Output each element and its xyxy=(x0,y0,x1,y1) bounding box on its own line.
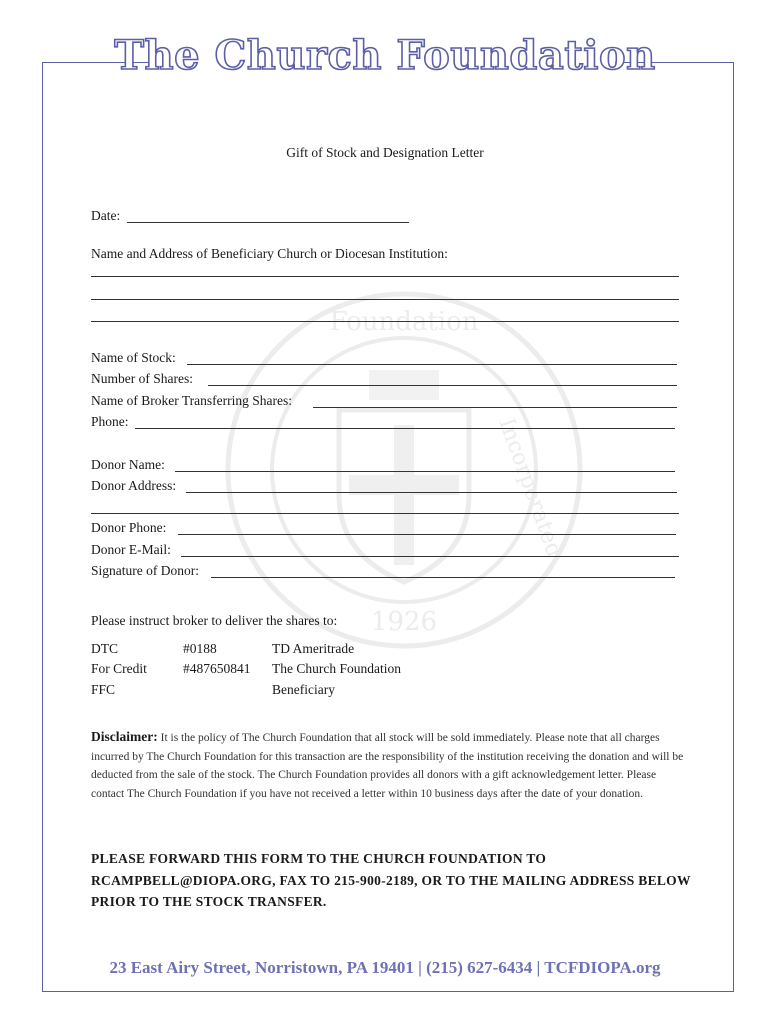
beneficiary-field-line-2[interactable] xyxy=(91,299,679,300)
phone-label: Phone: xyxy=(91,414,129,429)
date-label: Date: xyxy=(91,208,121,223)
svg-text:Incorporated: Incorporated xyxy=(493,414,567,561)
footer-address: 23 East Airy Street, Norristown, PA 19401 | (215) 627-6434 | TCFDIOPA.org xyxy=(109,958,661,977)
instructions-cell: DTC xyxy=(91,641,118,656)
form-title: Gift of Stock and Designation Letter xyxy=(286,145,484,160)
instructions-cell: The Church Foundation xyxy=(272,661,401,676)
instructions-cell: FFC xyxy=(91,682,116,697)
donor-phone-label: Donor Phone: xyxy=(91,520,167,535)
beneficiary-label: Name and Address of Beneficiary Church or Diocesan Institution: xyxy=(91,246,448,261)
svg-text:1926: 1926 xyxy=(370,607,438,637)
svg-text:Foundation: Foundation xyxy=(329,307,479,337)
disclaimer xyxy=(91,728,691,803)
date-field[interactable] xyxy=(127,222,409,223)
signature-label: Signature of Donor: xyxy=(91,563,199,578)
instructions-cell: #487650841 xyxy=(183,661,251,676)
diocese-seal-icon xyxy=(224,290,584,650)
brand-title: The Church Foundation xyxy=(114,32,656,79)
shares-label: Number of Shares: xyxy=(91,371,193,386)
disclaimer-text: It is the policy of The Church Foundation that all stock will be sold immediately. Please note that all charges incurred by The Church Foundation for this transaction are the responsibility of the institution receiving the donation and will be deducted from the sale of the stock. The Church Foundation provides all donors with a gift acknowledgement letter. Please contact The Church Foundation if you have not received a letter within 10 business days after the date of your donation. xyxy=(91,732,684,800)
broker-label: Name of Broker Transferring Shares: xyxy=(91,393,292,408)
disclaimer-label: Disclaimer: xyxy=(91,729,158,744)
donor-phone-field[interactable] xyxy=(178,534,676,535)
stock-name-field[interactable] xyxy=(187,364,677,365)
donor-address-field[interactable] xyxy=(186,492,677,493)
forwarding-notice: PLEASE FORWARD THIS FORM TO THE CHURCH FOUNDATION TO RCAMPBELL@DIOPA.ORG, FAX TO 215-900-2189, OR TO THE MAILING ADDRESS BELOW PRIOR TO THE STOCK TRANSFER. xyxy=(91,851,691,909)
instructions-cell: #0188 xyxy=(183,641,217,656)
instructions-cell: For Credit xyxy=(91,661,147,676)
stock-name-label: Name of Stock: xyxy=(91,350,176,365)
beneficiary-field-line-3[interactable] xyxy=(91,321,679,322)
donor-name-field[interactable] xyxy=(175,471,675,472)
shares-field[interactable] xyxy=(208,385,677,386)
beneficiary-field-line-1[interactable] xyxy=(91,276,679,277)
phone-field[interactable] xyxy=(135,428,675,429)
instructions-cell: Beneficiary xyxy=(272,682,335,697)
instructions-cell: TD Ameritrade xyxy=(272,641,355,656)
signature-field[interactable] xyxy=(211,577,675,578)
donor-address-label: Donor Address: xyxy=(91,478,177,493)
donor-email-label: Donor E-Mail: xyxy=(91,542,171,557)
donor-name-label: Donor Name: xyxy=(91,457,165,472)
donor-email-field[interactable] xyxy=(181,556,679,557)
instructions-heading: Please instruct broker to deliver the shares to: xyxy=(91,613,338,628)
broker-field[interactable] xyxy=(313,407,677,408)
donor-address-field-line-2[interactable] xyxy=(91,513,679,514)
